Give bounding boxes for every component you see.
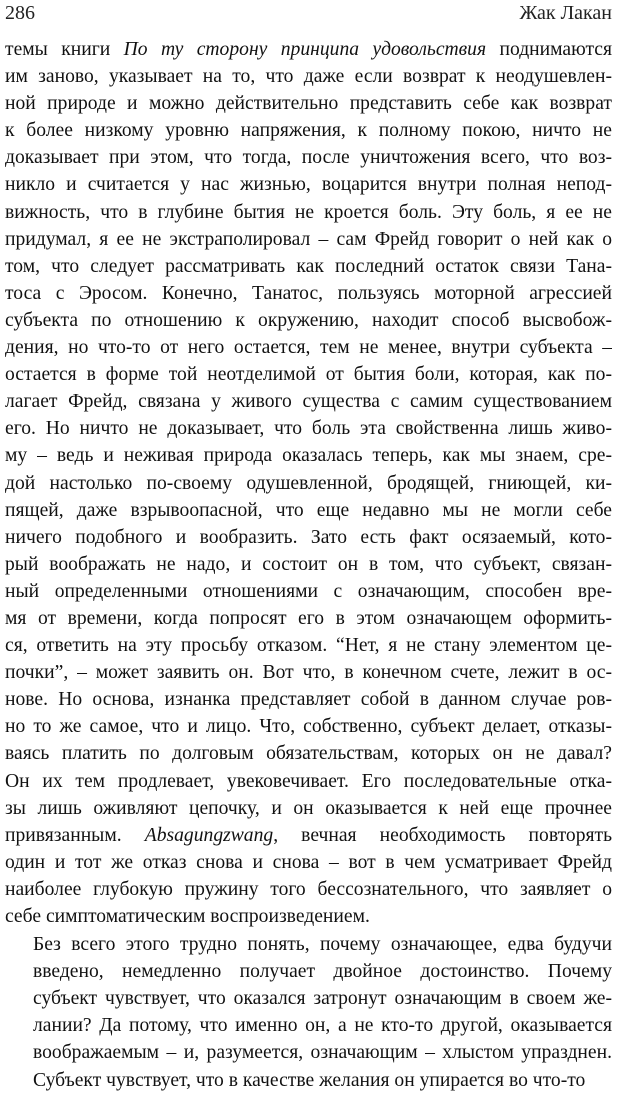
text-run: ный определенными отношениями с означающим, способен вре- xyxy=(5,580,612,602)
text-run: почки”, – может заявить он. Вот что, в конечном счете, лежит в ос- xyxy=(5,662,612,684)
text-run: рый воображать не надо, и состоит он в том, что субъект, связан- xyxy=(5,553,612,575)
text-line xyxy=(5,415,612,442)
text-run: пящей, даже взрывоопасной, что еще недавно мы не могли себе xyxy=(5,499,612,521)
text-run: поднимаются xyxy=(486,39,612,60)
text-line xyxy=(5,226,612,253)
text-line xyxy=(5,117,612,144)
text-run: им заново, указывает на то, что даже если возврат к неодушевлен- xyxy=(5,66,612,88)
text-line xyxy=(5,795,612,822)
text-line xyxy=(5,740,612,767)
text-run: введено, немедленно получает двойное достоинство. Почему xyxy=(33,961,612,983)
text-line xyxy=(5,144,612,171)
text-run: остается в форме той неотделимой от бытия боли, которая, как по- xyxy=(5,364,612,386)
text-run: дой настолько по-своему одушевленной, бродящей, гниющей, ки- xyxy=(5,472,612,494)
text-run: ничего подобного и вообразить. Зато есть факт осязаемый, кото- xyxy=(5,526,612,548)
text-run: мя от времени, когда попросят его в этом означающем оформить- xyxy=(5,607,612,629)
text-run: воображаемым – и, разумеется, означающим – хлыстом упразднен. xyxy=(33,1042,612,1064)
text-run: доказывает при этом, что тогда, после уничтожения всего, что воз- xyxy=(5,147,612,169)
text-line xyxy=(5,1039,612,1066)
text-run: один и тот же отказ снова и снова – вот в чем усматривает Фрейд xyxy=(5,851,612,873)
text-line xyxy=(5,551,612,578)
text-line xyxy=(5,253,612,280)
text-line xyxy=(5,849,612,876)
text-line xyxy=(5,361,612,388)
text-line xyxy=(5,632,612,659)
text-run: Субъект чувствует, что в качестве желания он упирается во что-то xyxy=(33,1069,586,1091)
body-text xyxy=(5,36,612,1094)
text-run: никло и считается у нас жизнью, воцарится внутри полная непод- xyxy=(5,174,612,196)
text-run: темы книги xyxy=(5,39,124,60)
text-run: ваясь платить по долговым обязательствам, которых он не давал? xyxy=(5,743,612,765)
text-line xyxy=(5,442,612,469)
paragraph-2 xyxy=(5,931,612,1094)
text-line xyxy=(5,605,612,632)
text-line xyxy=(5,958,612,985)
text-line xyxy=(5,931,612,958)
paragraph-1 xyxy=(5,36,612,930)
text-line xyxy=(5,903,612,930)
text-run: ся, ответить на эту просьбу отказом. “Нет, я не стану элементом це- xyxy=(5,635,612,657)
text-run: ной природе и можно действительно представить себе как возврат xyxy=(5,93,612,115)
text-line xyxy=(5,1012,612,1039)
text-run: субъекта по отношению к окружению, находит способ высвобож- xyxy=(5,309,612,331)
text-line xyxy=(5,36,612,63)
text-run: наиболее глубокую пружину того бессознательного, что заявляет о xyxy=(5,878,612,900)
text-line xyxy=(5,768,612,795)
text-line xyxy=(5,280,612,307)
text-line xyxy=(5,713,612,740)
text-line xyxy=(5,985,612,1012)
text-run: Он их тем продлевает, увековечивает. Его последовательные отка- xyxy=(5,770,612,792)
text-run: привязанным. xyxy=(5,824,145,846)
text-run: му – ведь и неживая природа оказалась теперь, как мы знаем, сре- xyxy=(5,445,612,467)
text-run: придумал, я ее не экстраполировал – сам Фрейд говорит о ней как о xyxy=(5,228,612,250)
text-line xyxy=(5,470,612,497)
page-number: 286 xyxy=(5,2,35,24)
text-run: к более низкому уровню напряжения, к полному покою, ничто не xyxy=(5,120,612,142)
text-line xyxy=(5,171,612,198)
text-line xyxy=(5,659,612,686)
text-line xyxy=(5,578,612,605)
text-line xyxy=(5,524,612,551)
text-run: Без всего этого трудно понять, почему означающее, едва будучи xyxy=(33,934,612,956)
text-run: нове. Но основа, изнанка представляет собой в данном случае ров- xyxy=(5,689,612,711)
text-run: лагает Фрейд, связана у живого существа с самим существованием xyxy=(5,391,612,413)
text-line xyxy=(5,497,612,524)
text-line xyxy=(5,822,612,849)
text-line xyxy=(5,334,612,361)
text-line xyxy=(5,876,612,903)
text-line xyxy=(5,686,612,713)
italic-title: По ту сторону принципа удовольствия xyxy=(123,39,487,60)
text-line xyxy=(5,307,612,334)
running-header-author: Жак Лакан xyxy=(519,2,612,24)
text-line xyxy=(5,1067,612,1094)
text-line xyxy=(5,63,612,90)
text-run: лании? Да потому, что именно он, а не кто-то другой, оказывается xyxy=(33,1015,612,1037)
text-run: том, что следует рассматривать как последний остаток связи Тана- xyxy=(5,255,612,277)
text-run: субъект чувствует, что оказался затронут означающим в своем же- xyxy=(33,988,612,1010)
text-run: зы лишь оживляют цепочку, и он оказывается к ней еще прочнее xyxy=(5,797,612,819)
text-run: тоса с Эросом. Конечно, Танатос, пользуясь моторной агрессией xyxy=(5,282,612,304)
text-run: , вечная необходимость повторять xyxy=(273,824,612,846)
italic-title: Absagungzwang xyxy=(144,824,274,846)
text-line xyxy=(5,90,612,117)
text-run: дения, но что-то от него остается, тем не менее, внутри субъекта – xyxy=(5,337,612,359)
text-run: его. Но ничто не доказывает, что боль эта свойственна лишь живо- xyxy=(5,418,612,440)
running-header xyxy=(5,0,612,36)
text-run: но то же самое, что и лицо. Что, собственно, субъект делает, отказы- xyxy=(5,716,612,738)
text-run: себе симптоматическим воспроизведением. xyxy=(5,906,370,927)
text-run: вижность, что в глубине бытия не кроется боль. Эту боль, я ее не xyxy=(5,201,612,223)
text-line xyxy=(5,388,612,415)
text-line xyxy=(5,199,612,226)
